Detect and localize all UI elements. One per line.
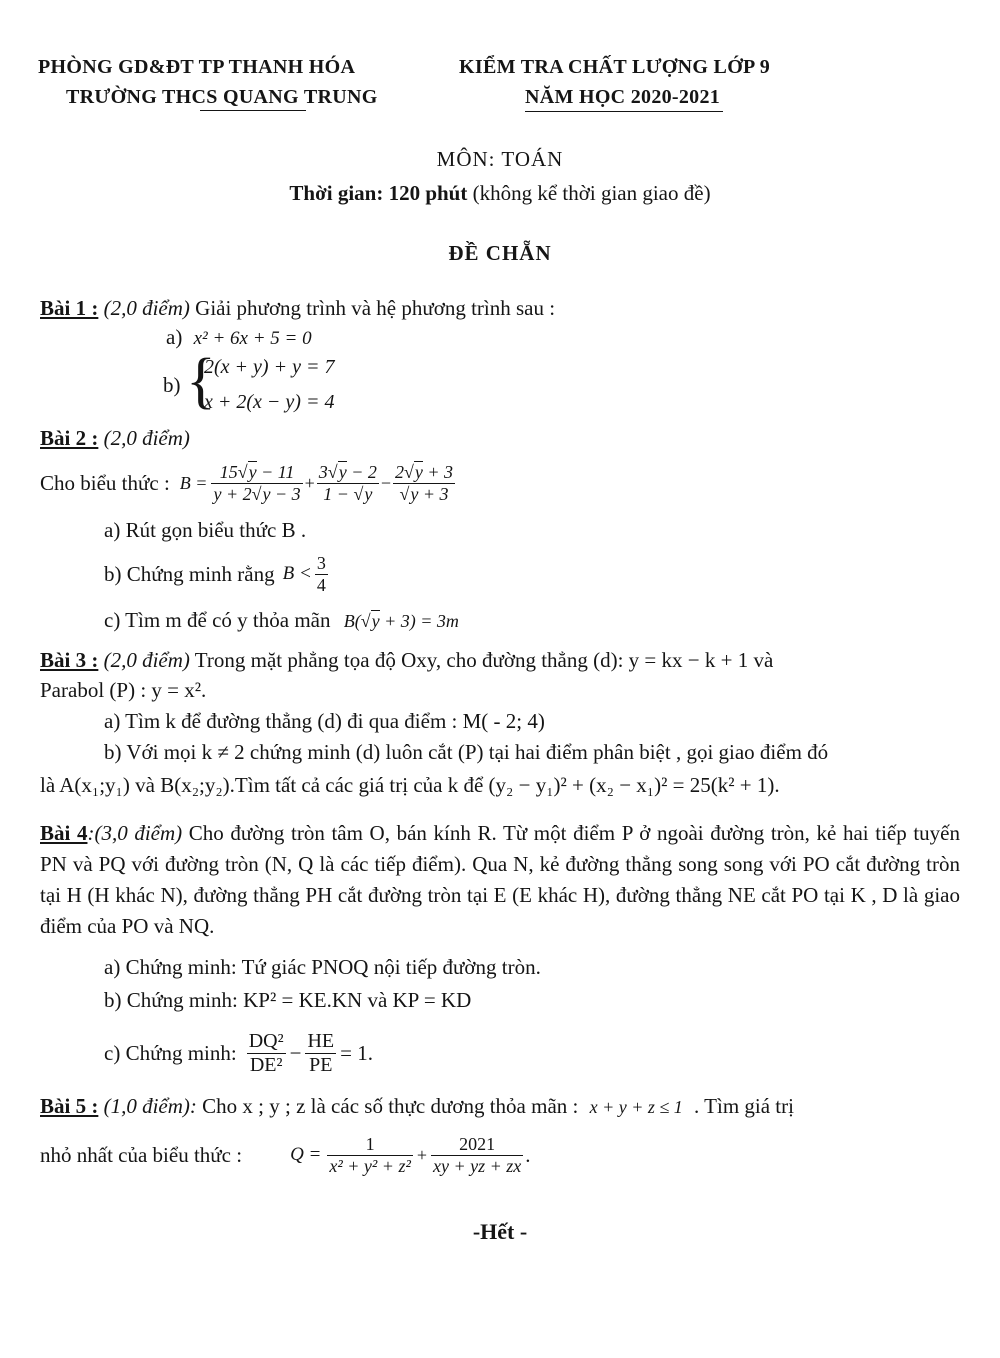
c-expr-rad: y bbox=[371, 611, 380, 631]
bai2-b-expr: B < bbox=[282, 563, 312, 584]
bai5-condition: x + y + z ≤ 1 bbox=[589, 1097, 683, 1117]
fraction-3-denominator: √y + 3 bbox=[399, 483, 449, 504]
f1-den-b: − 3 bbox=[270, 483, 301, 504]
bai5-points: (1,0 điểm): bbox=[103, 1094, 197, 1118]
bai2-b bbox=[104, 548, 328, 600]
bai5-label: Bài 5 : bbox=[40, 1094, 99, 1118]
end-marker: -Hết - bbox=[472, 1219, 528, 1244]
f1-den-rad: y bbox=[262, 483, 271, 504]
three-quarters-den: 4 bbox=[316, 574, 326, 595]
fraction-2 bbox=[317, 462, 379, 504]
bai2-c bbox=[104, 608, 459, 633]
bai2-heading bbox=[40, 426, 190, 451]
school-year: NĂM HỌC 2020-2021 bbox=[525, 86, 721, 108]
c-rhs: = 1. bbox=[340, 1040, 373, 1065]
three-quarters-num: 3 bbox=[316, 552, 326, 573]
fraction-1-numerator: 15√y − 11 bbox=[211, 462, 302, 484]
f2-num-a: 3 bbox=[318, 461, 328, 482]
dq-de-fraction bbox=[247, 1030, 286, 1077]
bai1-prompt: Giải phương trình và hệ phương trình sau : bbox=[195, 296, 556, 320]
bai1-heading bbox=[40, 296, 555, 321]
f1-num-b: − 11 bbox=[256, 461, 295, 482]
f2-den-a: 1 − bbox=[323, 483, 354, 504]
exam-code: ĐỀ CHẴN bbox=[448, 241, 552, 265]
f2-den-rad: y bbox=[364, 483, 373, 504]
bai4-c bbox=[104, 1022, 373, 1084]
bai4-c-text: c) Chứng minh: bbox=[104, 1040, 237, 1065]
f2-num-rad: y bbox=[338, 461, 347, 482]
school-year-underline bbox=[525, 111, 723, 112]
bai1-b-label: b) bbox=[163, 373, 181, 397]
bai1-points: (2,0 điểm) bbox=[103, 296, 190, 320]
subject: MÔN: TOÁN bbox=[436, 147, 564, 171]
plus-sign: + bbox=[304, 472, 315, 493]
time-allowed-bold: Thời gian: 120 phút bbox=[289, 181, 468, 205]
bai4-text: Cho đường tròn tâm O, bán kính R. Từ một điểm P ở ngoài đường tròn, kẻ hai tiếp tuyến PN và PQ với đường tròn (N, Q là các tiếp điểm). Qua N, kẻ đường thẳng song song với PO cắt đường tròn tại H (H khác N), đường thẳng PH cắt đường tròn tại E (E khác H), đường thẳng NE cắt PO tại K , D là giao điểm của PO và NQ. bbox=[40, 821, 960, 938]
fraction-3 bbox=[393, 462, 455, 504]
bai5-line2-text: nhỏ nhất của biểu thức : bbox=[40, 1142, 243, 1167]
bai2-c-expr: B(√y + 3) = 3m bbox=[343, 611, 459, 631]
f2-num-b: − 2 bbox=[346, 461, 377, 482]
fraction-1 bbox=[211, 462, 302, 504]
bai1-a-label: a) bbox=[166, 325, 183, 349]
bai1-b-equation-2: x + 2(x − y) = 4 bbox=[204, 391, 335, 413]
q-end: . bbox=[525, 1142, 531, 1167]
bai3-b-line2: là A(x₁;y₁) và B(x₂;y₂).Tìm tất cả các giá trị của k để (y₂ − y₁)² + (x₂ − x₁)² = 25(k² + 1). bbox=[40, 773, 780, 797]
pe: PE bbox=[309, 1053, 333, 1076]
q-f2-num: 2021 bbox=[431, 1134, 523, 1156]
bai5-line2 bbox=[40, 1124, 531, 1186]
f3-num-rad: y bbox=[414, 461, 423, 482]
q-fraction-1 bbox=[327, 1134, 412, 1176]
c-expr-a: B( bbox=[343, 611, 361, 631]
bai4-label: Bài 4 bbox=[40, 821, 88, 845]
c-minus-sign: − bbox=[289, 1040, 302, 1065]
bai1-a-equation: x² + 6x + 5 = 0 bbox=[193, 328, 312, 349]
fraction-2-numerator: 3√y − 2 bbox=[318, 461, 377, 482]
bai5-line1-a: Cho x ; y ; z là các số thực dương thỏa mãn : bbox=[202, 1094, 579, 1118]
system-brace: { bbox=[186, 347, 216, 415]
f3-den-rad: y bbox=[410, 483, 419, 504]
bai3-line1-text: Trong mặt phẳng tọa độ Oxy, cho đường thẳng (d): y = kx − k + 1 và bbox=[194, 648, 774, 672]
school-name-text: TRƯỜNG THCS QUANG TRUNG bbox=[66, 86, 378, 108]
bai1-label: Bài 1 : bbox=[40, 296, 99, 320]
time-allowed bbox=[0, 181, 1000, 206]
q-fraction-2 bbox=[431, 1134, 523, 1176]
bai5-line1-b: . Tìm giá trị bbox=[694, 1094, 794, 1118]
q-plus-sign: + bbox=[416, 1144, 427, 1165]
q-f1-den: x² + y² + z² bbox=[329, 1155, 411, 1176]
he-pe-fraction bbox=[305, 1030, 336, 1077]
f3-num-a: 2 bbox=[395, 461, 404, 482]
minus-sign: − bbox=[380, 472, 391, 493]
bai2-a: a) Rút gọn biểu thức B . bbox=[104, 518, 307, 542]
bai3-line2: Parabol (P) : y = x². bbox=[40, 678, 207, 702]
bai4-points: :(3,0 điểm) bbox=[87, 821, 183, 845]
q-f1-num: 1 bbox=[327, 1134, 412, 1156]
bai2-expression bbox=[40, 452, 455, 514]
bai3-points: (2,0 điểm) bbox=[103, 648, 190, 672]
q-lhs: Q = bbox=[290, 1144, 322, 1165]
f1-num-rad: y bbox=[248, 461, 257, 482]
bai2-b-text: b) Chứng minh rằng bbox=[104, 561, 275, 586]
f3-num-b: + 3 bbox=[422, 461, 454, 482]
three-quarters-fraction bbox=[315, 553, 328, 595]
bai4-paragraph bbox=[40, 818, 960, 942]
bai4-a: a) Chứng minh: Tứ giác PNOQ nội tiếp đường tròn. bbox=[104, 955, 541, 979]
bai3-b-line1: b) Với mọi k ≠ 2 chứng minh (d) luôn cắt (P) tại hai điểm phân biệt , gọi giao điểm đó bbox=[104, 740, 829, 764]
exam-title: KIỂM TRA CHẤT LƯỢNG LỚP 9 bbox=[459, 56, 771, 78]
f1-den-a: y + 2 bbox=[213, 483, 252, 504]
dq-squared: DQ² bbox=[248, 1029, 284, 1052]
bai2-c-text: c) Tìm m để có y thỏa mãn bbox=[104, 608, 331, 632]
bai3-a: a) Tìm k để đường thẳng (d) đi qua điểm : M( - 2; 4) bbox=[104, 709, 545, 733]
f1-num-a: 15 bbox=[219, 461, 238, 482]
fraction-1-denominator: y + 2√y − 3 bbox=[213, 483, 301, 504]
bai3-label: Bài 3 : bbox=[40, 648, 99, 672]
fraction-2-denominator: 1 − √y bbox=[323, 483, 373, 504]
bai2-intro: Cho biểu thức : bbox=[40, 470, 170, 495]
c-expr-b: + 3) = 3m bbox=[379, 611, 459, 631]
he: HE bbox=[307, 1029, 335, 1052]
bai2-b-lhs: B = bbox=[179, 472, 208, 493]
school-underline bbox=[200, 110, 305, 111]
bai3-line1 bbox=[40, 648, 960, 673]
department-name: PHÒNG GD&ĐT TP THANH HÓA bbox=[38, 56, 356, 78]
q-f2-den: xy + yz + zx bbox=[433, 1155, 522, 1176]
bai2-label: Bài 2 : bbox=[40, 426, 99, 450]
fraction-3-numerator: 2√y + 3 bbox=[395, 461, 454, 482]
school-name bbox=[66, 86, 378, 109]
bai2-points: (2,0 điểm) bbox=[103, 426, 190, 450]
bai1-b-equation-1: 2(x + y) + y = 7 bbox=[204, 356, 335, 378]
bai4-b: b) Chứng minh: KP² = KE.KN và KP = KD bbox=[104, 988, 472, 1012]
bai5-line1 bbox=[40, 1094, 794, 1119]
de-squared: DE² bbox=[249, 1053, 283, 1076]
f3-den-b: + 3 bbox=[418, 483, 449, 504]
time-allowed-note: (không kể thời gian giao đề) bbox=[472, 181, 711, 205]
